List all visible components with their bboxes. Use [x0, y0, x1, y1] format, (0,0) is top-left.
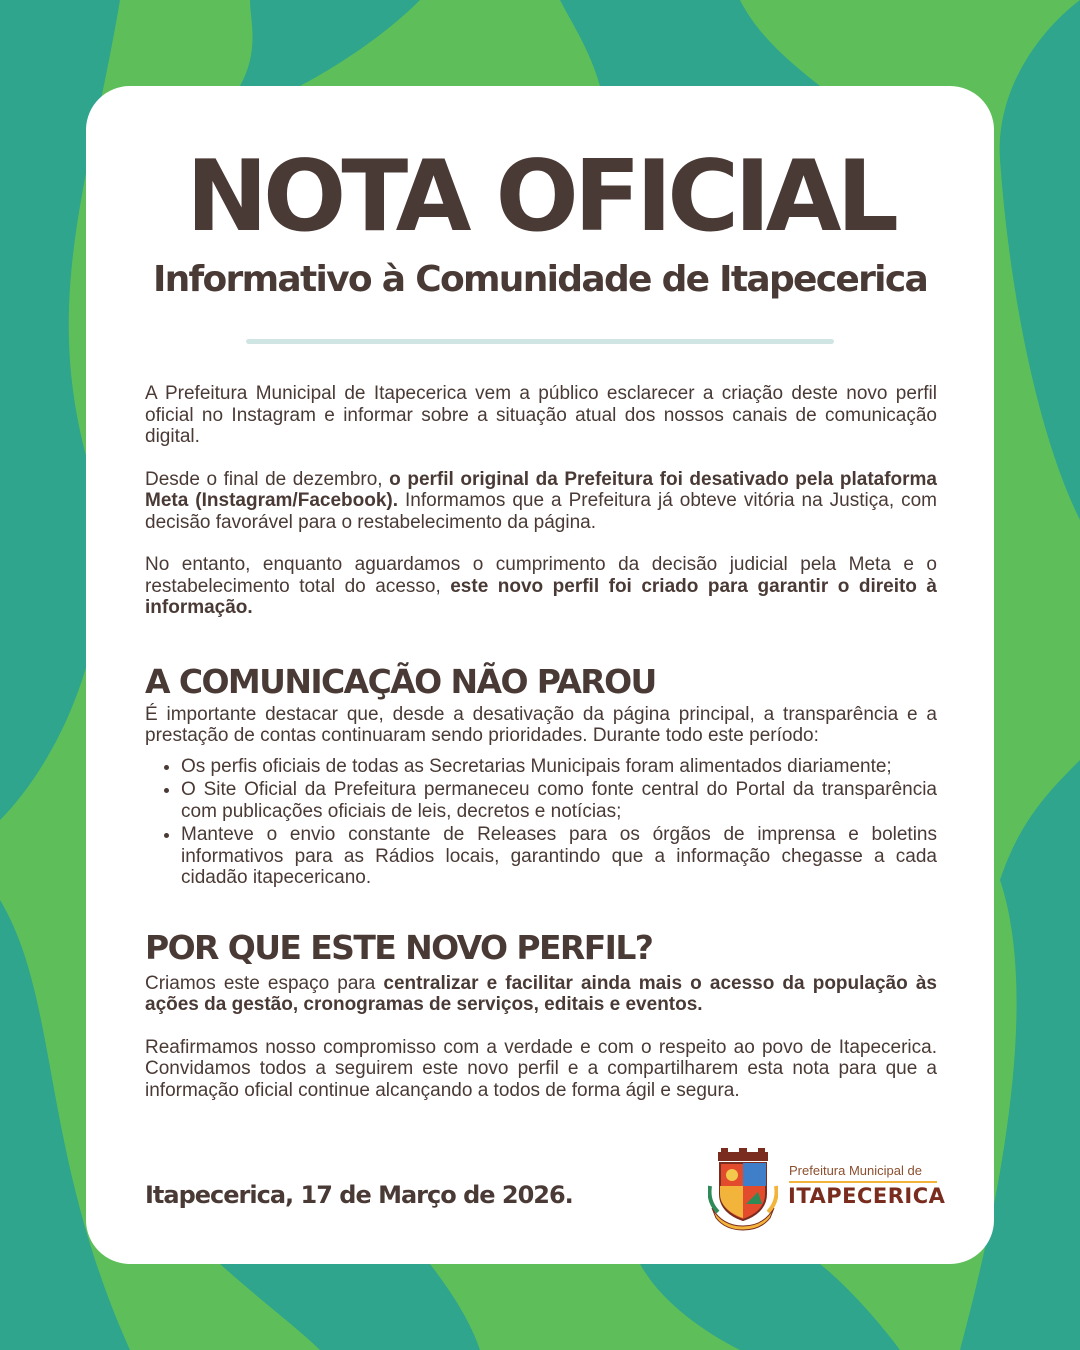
new-profile-paragraph: No entanto, enquanto aguardamos o cumprimento da decisão judicial pela Meta e o restabelecimento total do acesso, este novo perfil foi criado para garantir o direito à informação.	[145, 554, 937, 618]
logo-rule	[789, 1181, 937, 1183]
logo-caption: Prefeitura Municipal de	[789, 1163, 922, 1178]
section-heading-why-new-profile: POR QUE ESTE NOVO PERFIL?	[145, 927, 653, 967]
intro-paragraph: A Prefeitura Municipal de Itapecerica vem a público esclarecer a criação deste novo perfil oficial no Instagram e informar sobre a situação atual dos nossos canais de comunicação digital.	[145, 383, 937, 447]
list-item: • Os perfis oficiais de todas as Secretarias Municipais foram alimentados diariamente;	[181, 756, 937, 778]
prefeitura-logo	[708, 1146, 948, 1232]
divider	[246, 339, 834, 344]
list-item: • O Site Oficial da Prefeitura permaneceu como fonte central do Portal da transparência com publicações oficiais de leis, decretos e notícias;	[181, 779, 937, 822]
communication-list	[145, 756, 937, 889]
closing-paragraph: Reafirmamos nosso compromisso com a verdade e com o respeito ao povo de Itapecerica. Convidamos todos a seguirem este novo perfil e a compartilharem esta nota para que a informação oficial continue alcançando a todos de forma ágil e segura.	[145, 1036, 937, 1101]
why-paragraph: Criamos este espaço para centralizar e facilitar ainda mais o acesso da população às ações da gestão, cronogramas de serviços, editais e eventos.	[145, 972, 937, 1015]
coat-of-arms-icon	[708, 1146, 778, 1232]
official-note-card	[86, 86, 994, 1264]
section-heading-communication: A COMUNICAÇÃO NÃO PAROU	[145, 661, 656, 701]
page-title: NOTA OFICIAL	[186, 140, 894, 254]
logo-city-name: ITAPECERICA	[788, 1184, 946, 1208]
note-body	[145, 383, 937, 1101]
page-subtitle: Informativo à Comunidade de Itapecerica	[152, 259, 928, 300]
list-item: • Manteve o envio constante de Releases para os órgãos de imprensa e boletins informativos para as Rádios locais, garantindo que a informação chegasse a cada cidadão itapecericano.	[181, 824, 937, 889]
communication-lead: É importante destacar que, desde a desativação da página principal, a transparência e a prestação de contas continuaram sendo prioridades. Durante todo este período:	[145, 703, 937, 746]
note-date: Itapecerica, 17 de Março de 2026.	[145, 1181, 573, 1209]
meta-paragraph: Desde o final de dezembro, o perfil original da Prefeitura foi desativado pela plataforma Meta (Instagram/Facebook). Informamos que a Prefeitura já obteve vitória na Justiça, com decisão favorável para o restabelecimento da página.	[145, 468, 938, 533]
